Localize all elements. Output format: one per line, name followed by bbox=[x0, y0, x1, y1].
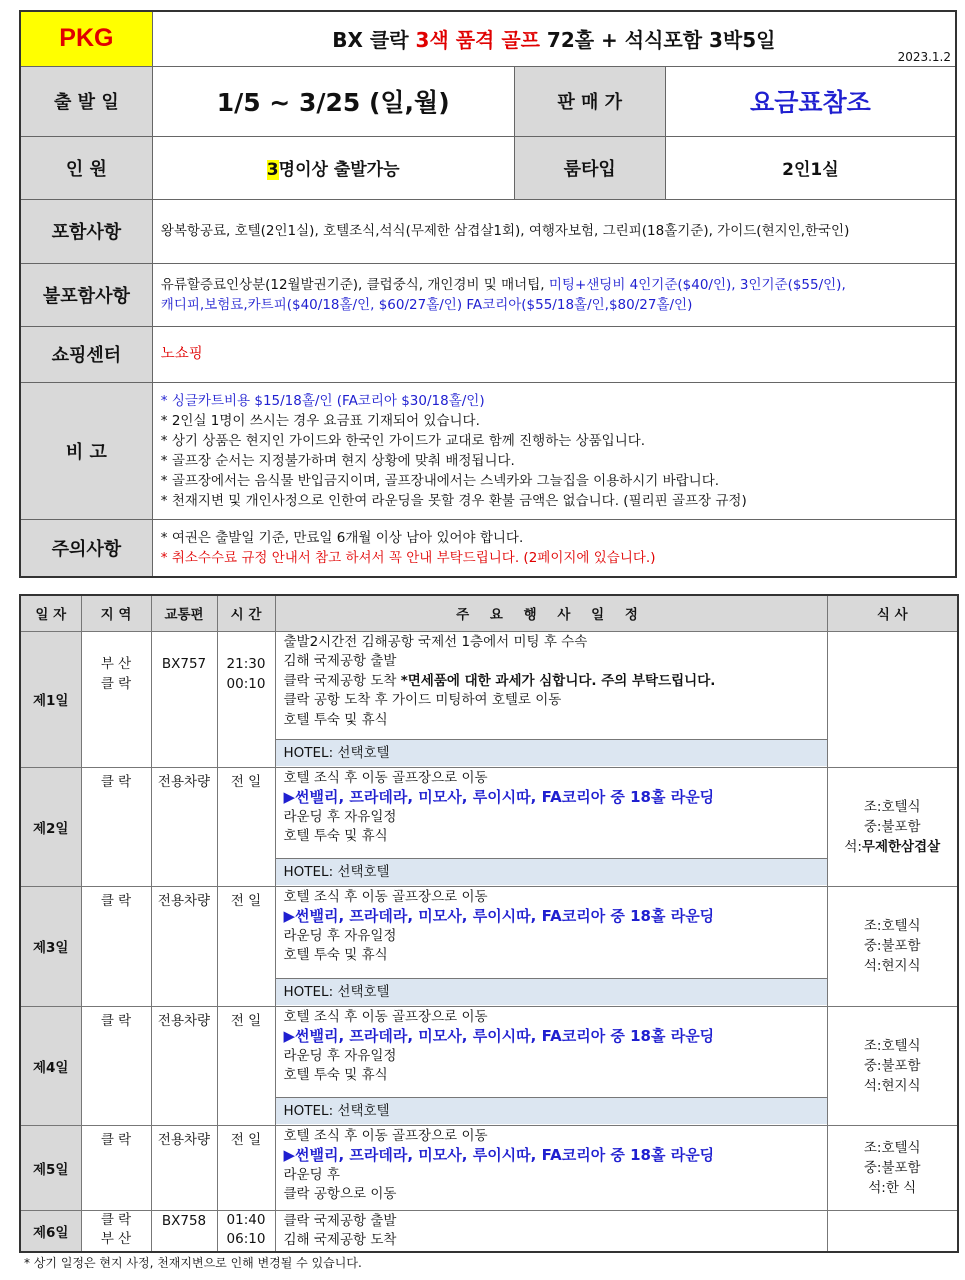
hotel-line: HOTEL: 선택호텔 bbox=[276, 739, 827, 766]
meal-breakfast: 조:호텔식 bbox=[863, 1139, 921, 1156]
itinerary-line: 클락 국제공항 출발 bbox=[283, 1212, 397, 1229]
itinerary-cell bbox=[275, 1210, 827, 1252]
caution-cancel: * 취소수수료 규정 안내서 참고 하셔서 꼭 안내 부탁드립니다. (2페이지에 있습니다.) bbox=[160, 549, 656, 566]
remark-item: * 천재지변 및 개인사정으로 인한여 라운딩을 못할 경우 환불 금액은 없습니다. (필리핀 골프장 규정) bbox=[160, 492, 747, 509]
region-cell: 클 락 bbox=[81, 1125, 151, 1210]
arrival-text: 클락 국제공항 도착 bbox=[283, 672, 401, 689]
exclude-label: 불포함사항 bbox=[20, 263, 152, 326]
document-date: 2023.1.2 bbox=[897, 49, 951, 64]
time-cell: 전 일 bbox=[217, 767, 275, 886]
title-post: 72홀 + 석식포함 3박5일 bbox=[539, 28, 776, 53]
remark-list bbox=[152, 382, 956, 519]
itinerary-cell bbox=[275, 1006, 827, 1125]
include-label: 포함사항 bbox=[20, 199, 152, 263]
time-cell: 전 일 bbox=[217, 1006, 275, 1125]
meal-breakfast: 조:호텔식 bbox=[863, 798, 921, 815]
golf-course-line: ▶썬밸리, 프라데라, 미모사, 루이시따, FA코리아 중 18홀 라운딩 bbox=[283, 1027, 715, 1045]
transport-cell: 전용차량 bbox=[151, 1125, 217, 1210]
depart-label: 출 발 일 bbox=[20, 66, 152, 136]
schedule-row-day6 bbox=[20, 1210, 958, 1252]
hotel-line: HOTEL: 선택호텔 bbox=[276, 1097, 827, 1124]
col-header-itinerary: 주 요 행 사 일 정 bbox=[275, 595, 827, 631]
time-cell: 전 일 bbox=[217, 1125, 275, 1210]
product-title bbox=[152, 11, 956, 66]
region-cell: 클 락 bbox=[81, 886, 151, 1006]
itinerary-line: 김해 국제공항 출발 bbox=[283, 653, 397, 669]
people-count: 3 bbox=[266, 160, 279, 180]
time-arrive: 00:10 bbox=[226, 675, 266, 692]
itinerary-line: 호텔 투숙 및 휴식 bbox=[283, 828, 388, 844]
itinerary-line: 라운딩 후 자유일정 bbox=[283, 808, 397, 825]
col-header-meal: 식 사 bbox=[827, 595, 958, 631]
schedule-footnote: * 상기 일정은 현지 사정, 천재지변으로 인해 변경될 수 있습니다. bbox=[24, 1256, 362, 1270]
schedule-row-day4 bbox=[20, 1006, 958, 1125]
meal-dinner: 석:한 식 bbox=[868, 1179, 917, 1196]
meal-lunch: 중:불포함 bbox=[863, 818, 921, 835]
transport-cell: 전용차량 bbox=[151, 886, 217, 1006]
itinerary-cell bbox=[275, 1125, 827, 1210]
day-label: 제2일 bbox=[20, 767, 81, 886]
col-header-region: 지 역 bbox=[81, 595, 151, 631]
remark-item: * 2인실 1명이 쓰시는 경우 요금표 기재되어 있습니다. bbox=[160, 412, 480, 429]
transport-cell: 전용차량 bbox=[151, 1006, 217, 1125]
room-label: 룸타입 bbox=[514, 136, 665, 199]
remark-label: 비 고 bbox=[20, 382, 152, 519]
region-from: 클 락 bbox=[100, 1211, 132, 1228]
meal-dinner: 석:현지식 bbox=[863, 1077, 921, 1094]
itinerary-line: 호텔 투숙 및 휴식 bbox=[283, 947, 388, 963]
shop-value: 노쇼핑 bbox=[152, 326, 956, 382]
itinerary-line: 호텔 투숙 및 휴식 bbox=[283, 1067, 388, 1083]
region-to: 부 산 bbox=[100, 1230, 132, 1247]
people-label: 인 원 bbox=[20, 136, 152, 199]
room-value: 2인1실 bbox=[665, 136, 956, 199]
title-highlight: 3색 품격 골프 bbox=[415, 28, 540, 53]
people-value bbox=[152, 136, 514, 199]
price-value: 요금표참조 bbox=[665, 66, 956, 136]
itinerary-line: 호텔 조식 후 이동 골프장으로 이동 bbox=[283, 888, 488, 905]
schedule-row-day3 bbox=[20, 886, 958, 1006]
itinerary-line: 호텔 투숙 및 휴식 bbox=[283, 711, 388, 728]
day-label: 제1일 bbox=[20, 631, 81, 767]
transport-cell: BX758 bbox=[151, 1210, 217, 1252]
time-cell bbox=[217, 631, 275, 767]
itinerary-line: 호텔 조식 후 이동 골프장으로 이동 bbox=[283, 1127, 488, 1144]
meal-dinner-special: 무제한삼겹살 bbox=[861, 838, 941, 855]
people-text: 명이상 출발가능 bbox=[278, 160, 400, 180]
remark-single-cart: * 싱글카트비용 $15/18홀/인 (FA코리아 $30/18홀/인) bbox=[160, 392, 485, 409]
itinerary-cell bbox=[275, 886, 827, 1006]
transport-cell: BX757 bbox=[151, 631, 217, 767]
schedule-row-day2 bbox=[20, 767, 958, 886]
itinerary-line: 라운딩 후 자유일정 bbox=[283, 1047, 397, 1064]
itinerary-line: 클락 공항으로 이동 bbox=[283, 1186, 397, 1202]
meal-cell bbox=[827, 886, 958, 1006]
region-cell bbox=[81, 631, 151, 767]
schedule-row-day5 bbox=[20, 1125, 958, 1210]
day-label: 제5일 bbox=[20, 1125, 81, 1210]
itinerary-line: 출발2시간전 김해공항 국제선 1층에서 미팅 후 수속 bbox=[283, 633, 588, 650]
itinerary-cell bbox=[275, 767, 827, 886]
meal-breakfast: 조:호텔식 bbox=[863, 1037, 921, 1054]
day-label: 제6일 bbox=[20, 1210, 81, 1252]
hotel-line: HOTEL: 선택호텔 bbox=[276, 858, 827, 885]
itinerary-line: 라운딩 후 bbox=[283, 1166, 340, 1183]
product-info-table bbox=[19, 10, 957, 578]
day-label: 제4일 bbox=[20, 1006, 81, 1125]
pkg-badge: PKG bbox=[20, 11, 152, 66]
day-label: 제3일 bbox=[20, 886, 81, 1006]
caution-list bbox=[152, 519, 956, 577]
schedule-table bbox=[19, 594, 959, 1253]
itinerary-line: 김해 국제공항 도착 bbox=[283, 1231, 397, 1248]
caution-passport: * 여권은 출발일 기준, 만료일 6개월 이상 남아 있어야 합니다. bbox=[160, 529, 524, 546]
hotel-line: HOTEL: 선택호텔 bbox=[276, 978, 827, 1005]
title-pre: BX 클락 bbox=[332, 28, 416, 53]
region-cell: 클 락 bbox=[81, 1006, 151, 1125]
itinerary-cell bbox=[275, 631, 827, 767]
exclude-text: 유류할증료인상분(12월발권기준), 클럽중식, 개인경비 및 매너팁, bbox=[160, 276, 549, 293]
schedule-row-day1 bbox=[20, 631, 958, 767]
exclude-fee-1: 미팅+샌딩비 4인기준($40/인), 3인기준($55/인), bbox=[548, 276, 846, 293]
meal-cell bbox=[827, 767, 958, 886]
itinerary-line bbox=[284, 672, 819, 692]
exclude-fee-2: 캐디피,보험료,카트피($40/18홀/인, $60/27홀/인) FA코리아($55/18홀/인,$80/27홀/인) bbox=[160, 296, 693, 313]
price-label: 판 매 가 bbox=[514, 66, 665, 136]
remark-item: * 골프장에서는 음식물 반입금지이며, 골프장내에서는 스넥카와 그늘집을 이용하시기 바랍니다. bbox=[160, 472, 720, 489]
meal-lunch: 중:불포함 bbox=[863, 1159, 921, 1176]
region-to: 클 락 bbox=[100, 675, 132, 692]
time-depart: 21:30 bbox=[226, 655, 266, 672]
time-arrive: 06:10 bbox=[226, 1230, 266, 1247]
itinerary-line: 호텔 조식 후 이동 골프장으로 이동 bbox=[283, 1008, 488, 1025]
exclude-value bbox=[152, 263, 956, 326]
meal-cell bbox=[827, 1210, 958, 1252]
duty-free-warning: *면세품에 대한 과세가 심합니다. 주의 부탁드립니다. bbox=[400, 672, 716, 689]
meal-cell bbox=[827, 1125, 958, 1210]
remark-item: * 상기 상품은 현지인 가이드와 한국인 가이드가 교대로 함께 진행하는 상품입니다. bbox=[160, 432, 646, 449]
region-cell bbox=[81, 1210, 151, 1252]
time-depart: 01:40 bbox=[226, 1211, 266, 1228]
meal-dinner bbox=[828, 837, 958, 857]
caution-label: 주의사항 bbox=[20, 519, 152, 577]
golf-course-line: ▶썬밸리, 프라데라, 미모사, 루이시따, FA코리아 중 18홀 라운딩 bbox=[283, 788, 715, 806]
meal-dinner: 석:현지식 bbox=[863, 958, 921, 974]
meal-cell bbox=[827, 1006, 958, 1125]
golf-course-line: ▶썬밸리, 프라데라, 미모사, 루이시따, FA코리아 중 18홀 라운딩 bbox=[283, 1146, 715, 1164]
itinerary-line: 호텔 조식 후 이동 골프장으로 이동 bbox=[283, 769, 488, 786]
include-value: 왕복항공료, 호텔(2인1실), 호텔조식,석식(무제한 삼겹살1회), 여행자보험, 그린피(18홀기준), 가이드(현지인,한국인) bbox=[152, 199, 956, 263]
meal-dinner-prefix: 석: bbox=[844, 838, 862, 855]
meal-lunch: 중:불포함 bbox=[863, 1057, 921, 1074]
region-cell: 클 락 bbox=[81, 767, 151, 886]
col-header-day: 일 자 bbox=[20, 595, 81, 631]
depart-value: 1/5 ~ 3/25 (일,월) bbox=[152, 66, 514, 136]
time-cell: 전 일 bbox=[217, 886, 275, 1006]
meal-cell bbox=[827, 631, 958, 767]
golf-course-line: ▶썬밸리, 프라데라, 미모사, 루이시따, FA코리아 중 18홀 라운딩 bbox=[283, 907, 715, 925]
itinerary-line: 라운딩 후 자유일정 bbox=[283, 927, 397, 944]
shop-label: 쇼핑센터 bbox=[20, 326, 152, 382]
col-header-transport: 교통편 bbox=[151, 595, 217, 631]
time-cell bbox=[217, 1210, 275, 1252]
col-header-time: 시 간 bbox=[217, 595, 275, 631]
meal-lunch: 중:불포함 bbox=[863, 938, 921, 954]
itinerary-line: 클락 공항 도착 후 가이드 미팅하여 호텔로 이동 bbox=[283, 692, 562, 708]
region-from: 부 산 bbox=[100, 655, 132, 672]
remark-item: * 골프장 순서는 지정불가하며 현지 상황에 맞춰 배정됩니다. bbox=[160, 452, 515, 469]
meal-breakfast: 조:호텔식 bbox=[863, 918, 921, 934]
transport-cell: 전용차량 bbox=[151, 767, 217, 886]
